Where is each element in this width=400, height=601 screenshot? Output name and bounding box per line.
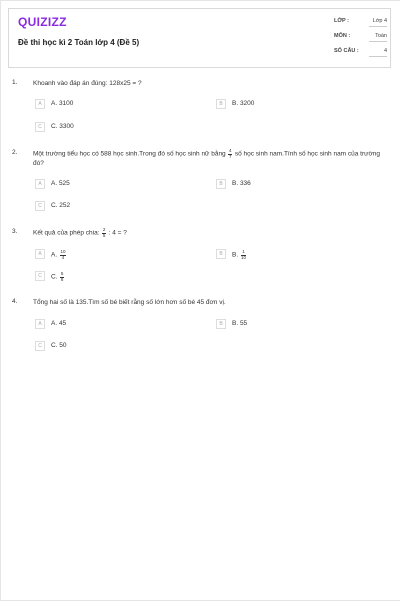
option-label: A. xyxy=(51,251,58,259)
question-text xyxy=(33,228,383,238)
option-label: B. xyxy=(232,251,239,259)
option-text: C. 50 xyxy=(51,342,67,349)
option-text: A. 3100 xyxy=(51,100,74,107)
fraction xyxy=(102,228,106,238)
option-letter-box[interactable]: A xyxy=(35,249,45,259)
option-letter-box[interactable]: A xyxy=(35,319,45,329)
fraction-numerator: 5 xyxy=(60,271,64,276)
fraction-denominator: 10 xyxy=(240,254,246,260)
question-text xyxy=(33,149,383,168)
question-number: 4. xyxy=(12,298,18,305)
option-letter-box[interactable]: C xyxy=(35,122,45,132)
question-text-before: Một trường tiểu học có 588 học sinh.Trong đó số học sinh nữ bằng xyxy=(33,150,226,158)
question-number: 2. xyxy=(12,149,18,156)
question-text-after: số học sinh nam.Tính số học sinh nam của trường đó? xyxy=(33,150,380,167)
quizizz-logo: QUIZIZZ xyxy=(18,15,67,29)
option-letter-box[interactable]: C xyxy=(35,201,45,211)
option-text: A. 525 xyxy=(51,180,70,187)
option-text xyxy=(232,250,247,260)
option-letter-box[interactable]: B xyxy=(216,249,226,259)
fraction-numerator: 2 xyxy=(102,227,106,232)
option-text: B. 55 xyxy=(232,320,248,327)
option-text: B. 336 xyxy=(232,180,251,187)
option-letter-box[interactable]: B xyxy=(216,179,226,189)
option-text xyxy=(51,250,67,260)
option-letter-box[interactable]: C xyxy=(35,341,45,351)
fraction-denominator: 5 xyxy=(102,232,106,238)
fraction-denominator: 8 xyxy=(60,276,64,282)
option-text: B. 3200 xyxy=(232,100,255,107)
option-letter-box[interactable]: C xyxy=(35,271,45,281)
question-count-value: 4 xyxy=(369,48,387,57)
fraction-numerator: 10 xyxy=(60,249,66,254)
question-count-label: SỐ CÂU : xyxy=(334,48,359,54)
fraction xyxy=(241,250,246,260)
option-text: A. 45 xyxy=(51,320,67,327)
subject-label: MÔN : xyxy=(334,33,351,39)
option-letter-box[interactable]: A xyxy=(35,179,45,189)
option-text xyxy=(51,272,65,282)
option-text: C. 252 xyxy=(51,202,71,209)
fraction-denominator: 4 xyxy=(61,254,65,260)
worksheet-title: Đề thi học kì 2 Toán lớp 4 (Đề 5) xyxy=(18,38,140,47)
option-label: C. xyxy=(51,273,58,281)
option-letter-box[interactable]: B xyxy=(216,319,226,329)
class-label: LỚP : xyxy=(334,18,349,24)
fraction xyxy=(60,272,64,282)
option-text: C. 3300 xyxy=(51,123,74,130)
fraction-numerator: 4 xyxy=(228,148,232,153)
option-letter-box[interactable]: B xyxy=(216,99,226,109)
class-value: Lớp 4 xyxy=(369,18,387,27)
question-text: Khoanh vào đáp án đúng: 128x25 = ? xyxy=(33,80,142,87)
fraction xyxy=(228,149,232,159)
worksheet-header xyxy=(8,8,391,68)
question-number: 3. xyxy=(12,228,18,235)
question-text: Tổng hai số là 135.Tìm số bé biết rằng số lớn hơn số bé 45 đơn vị. xyxy=(33,299,226,306)
subject-value: Toán xyxy=(369,33,387,42)
fraction xyxy=(60,250,66,260)
question-text-before: Kết quả của phép chia: xyxy=(33,229,100,237)
question-text-after: : 4 = ? xyxy=(108,229,127,237)
fraction-numerator: 1 xyxy=(242,249,245,254)
fraction-denominator: 7 xyxy=(228,153,232,159)
question-number: 1. xyxy=(12,79,18,86)
option-letter-box[interactable]: A xyxy=(35,99,45,109)
